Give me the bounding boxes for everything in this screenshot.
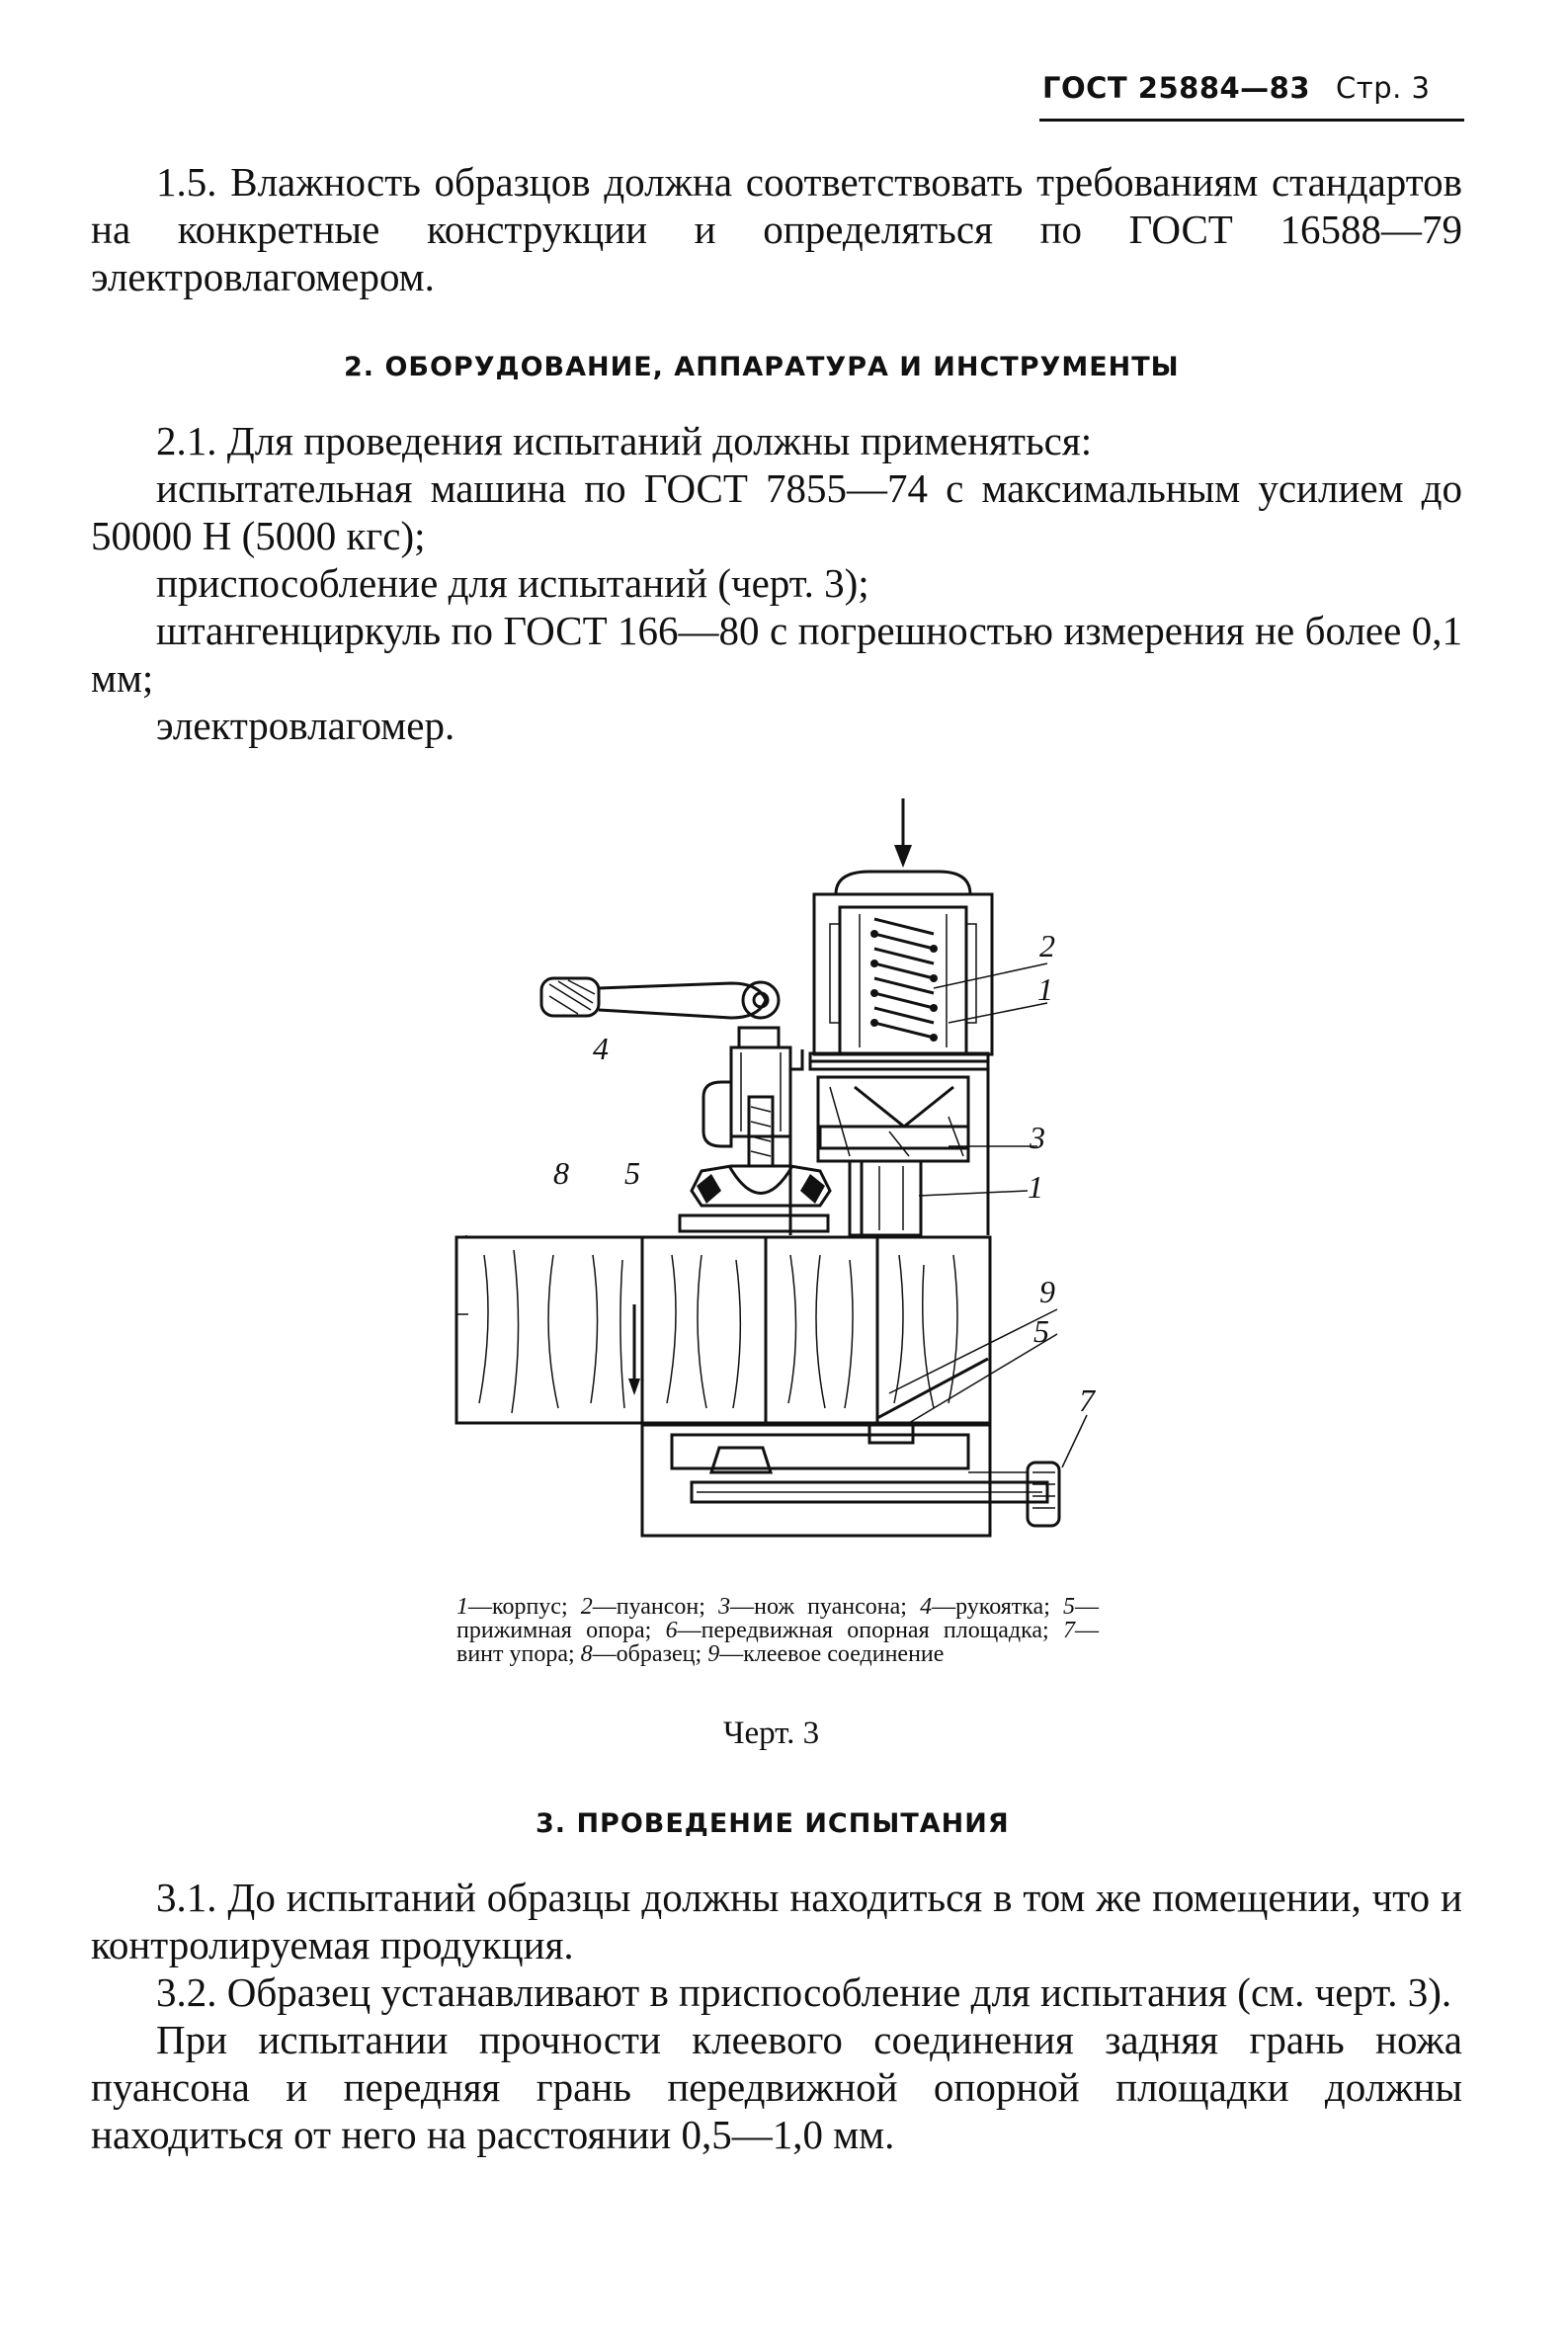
paragraph-text: 3.1. До испытаний образцы должны находиться в том же помещении, что и контролируемая продукция. [91,1875,1462,1967]
fixture-body [790,1049,988,1235]
handle [541,978,779,1047]
callout-9: 9 [1039,1274,1055,1309]
figure-caption [456,1595,1099,1666]
caption-num: 5 [1063,1594,1076,1620]
callout-1: 1 [1037,971,1053,1007]
callout-7: 7 [1079,1382,1095,1418]
caption-text: —пуансон; [592,1594,719,1620]
caption-text: —нож пуансона; [730,1594,921,1620]
callout-3: 3 [1030,1120,1045,1155]
caption-num: 8 [580,1641,593,1667]
callout-5: 5 [624,1155,640,1191]
clamp-support [680,1047,830,1231]
list-item: 2.1. Для проведения испытаний должны применяться: [156,418,1093,463]
section-2-title: 2. ОБОРУДОВАНИЕ, АППАРАТУРА И ИНСТРУМЕНТЫ [344,352,1180,382]
callout-5b: 5 [1033,1313,1049,1349]
caption-text: —прижимная опора; [456,1594,1100,1643]
load-arrow [894,798,912,868]
callout-8: 8 [553,1155,569,1191]
caption-text: —винт упора; [456,1618,1100,1667]
punch-housing [814,872,992,1054]
list-item: штангенциркуль по ГОСТ 166—80 с погрешностью измерения не более 0,1 мм; [91,608,1462,701]
caption-num: 2 [580,1594,593,1620]
caption-num: 4 [920,1594,933,1620]
list-item: электровлагомер. [156,703,455,748]
page-number: Стр. 3 [1336,71,1431,105]
spring [870,919,938,1042]
callout-2: 2 [1039,928,1055,963]
callout-4: 4 [593,1031,609,1066]
caption-num: 6 [665,1618,678,1643]
caption-text: —корпус; [468,1594,581,1620]
caption-num: 7 [1063,1618,1076,1643]
callout-1b: 1 [1028,1169,1043,1205]
caption-text: —образец; [592,1641,708,1667]
section-3-body [91,1874,1462,2158]
caption-num: 1 [456,1594,468,1620]
caption-text: —рукоятка; [932,1594,1064,1620]
caption-num: 9 [707,1641,720,1667]
document-number: ГОСТ 25884—83 [1042,71,1311,105]
paragraph-text: При испытании прочности клеевого соединения задняя грань ножа пуансона и передняя грань передвижной опорной площадки должны находиться от него на расстоянии 0,5—1,0 мм. [91,2017,1462,2157]
caption-text: —клеевое соединение [719,1641,945,1667]
fixture-base [642,1423,1059,1536]
paragraph-text: 3.2. Образец устанавливают в приспособление для испытания (см. черт. 3). [156,1969,1452,2015]
specimen [456,1235,990,1423]
paragraph-text: 1.5. Влажность образцов должна соответствовать требованиям стандартов на конкретные конструкции и определяться по ГОСТ 16588—79 электровлагомером. [91,159,1462,299]
figure-label: Черт. 3 [723,1715,820,1751]
punch-knife [862,1161,921,1235]
caption-text: —передвижная опорная площадка; [677,1618,1064,1643]
section-3-title: 3. ПРОВЕДЕНИЕ ИСПЫТАНИЯ [536,1808,1010,1839]
list-item: приспособление для испытаний (черт. 3); [156,560,869,606]
caption-num: 3 [718,1594,731,1620]
list-item: испытательная машина по ГОСТ 7855—74 с максимальным усилием до 50000 Н (5000 кгс); [91,465,1462,558]
